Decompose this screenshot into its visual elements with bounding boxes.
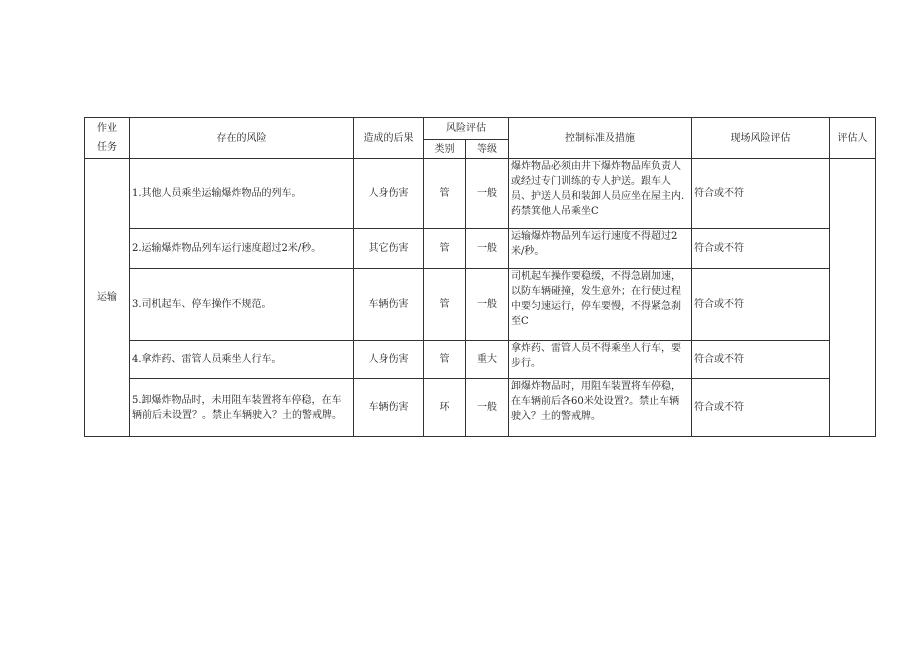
category-cell: 管: [424, 159, 466, 229]
category-cell: 管: [424, 229, 466, 269]
category-cell: 环: [424, 379, 466, 437]
header-row: [85, 118, 876, 140]
consequence-cell: 车辆伤害: [354, 269, 424, 341]
header-risk-eval: 风险评估: [424, 118, 509, 140]
header-assessor: 评估人: [830, 118, 876, 159]
consequence-cell: 车辆伤害: [354, 379, 424, 437]
header-category: 类别: [424, 140, 466, 159]
assessor-cell: [830, 159, 876, 437]
level-cell: 一般: [466, 379, 509, 437]
table-row: [85, 269, 876, 341]
risk-cell: 4.拿炸药、雷管人员乘坐人行车。: [130, 341, 354, 379]
table-row: [85, 229, 876, 269]
consequence-cell: 人身伤害: [354, 341, 424, 379]
risk-cell: 1.其他人员乘坐运输爆炸物品的列车。: [130, 159, 354, 229]
risk-cell: 2.运输爆炸物品列车运行速度超过2米/秒。: [130, 229, 354, 269]
site-eval-cell: 符合或不符: [692, 341, 830, 379]
control-cell: 司机起车操作要稳缓，不得急剧加速，以防车辆碰撞，发生意外；在行使过程中要匀速运行，停车要慢，不得紧急刹至C: [509, 269, 692, 341]
site-eval-cell: 符合或不符: [692, 159, 830, 229]
header-consequence: 造成的后果: [354, 118, 424, 159]
level-cell: 一般: [466, 269, 509, 341]
header-site-eval: 现场风险评估: [692, 118, 830, 159]
header-task: [85, 118, 130, 159]
risk-assessment-table: [84, 117, 876, 437]
control-cell: 拿炸药、雷管人员不得乘坐人行车，要步行。: [509, 341, 692, 379]
header-task-label: 作业 任务: [97, 123, 117, 153]
table-row: [85, 159, 876, 229]
risk-cell: 5.卸爆炸物品时，未用阻车装置将车停稳，在车辆前后未设置？。禁止车辆驶入？土的警戒牌。: [130, 379, 354, 437]
header-risk: 存在的风险: [130, 118, 354, 159]
level-cell: 一般: [466, 159, 509, 229]
category-cell: 管: [424, 269, 466, 341]
risk-cell: 3.司机起车、停车操作不规范。: [130, 269, 354, 341]
header-control: 控制标准及措施: [509, 118, 692, 159]
site-eval-cell: 符合或不符: [692, 229, 830, 269]
site-eval-cell: 符合或不符: [692, 269, 830, 341]
table-row: [85, 379, 876, 437]
level-cell: 重大: [466, 341, 509, 379]
control-cell: 爆炸物品必须由井下爆炸物品库负责人或经过专门训练的专人护送。跟车人员、护送人员和装卸人员应坐在屋主内.药禁箕他人吊乘坐C: [509, 159, 692, 229]
consequence-cell: 人身伤害: [354, 159, 424, 229]
task-name-cell: 运输: [85, 159, 130, 437]
table-row: [85, 341, 876, 379]
control-cell: 运输爆炸物品列车运行速度不得超过2米/秒。: [509, 229, 692, 269]
category-cell: 管: [424, 341, 466, 379]
site-eval-cell: 符合或不符: [692, 379, 830, 437]
control-cell: 卸爆炸物品时，用阻车装置将车停稳，在车辆前后各60米处设置?。禁止车辆驶入？土的警戒牌。: [509, 379, 692, 437]
consequence-cell: 其它伤害: [354, 229, 424, 269]
header-level: 等级: [466, 140, 509, 159]
level-cell: 一般: [466, 229, 509, 269]
